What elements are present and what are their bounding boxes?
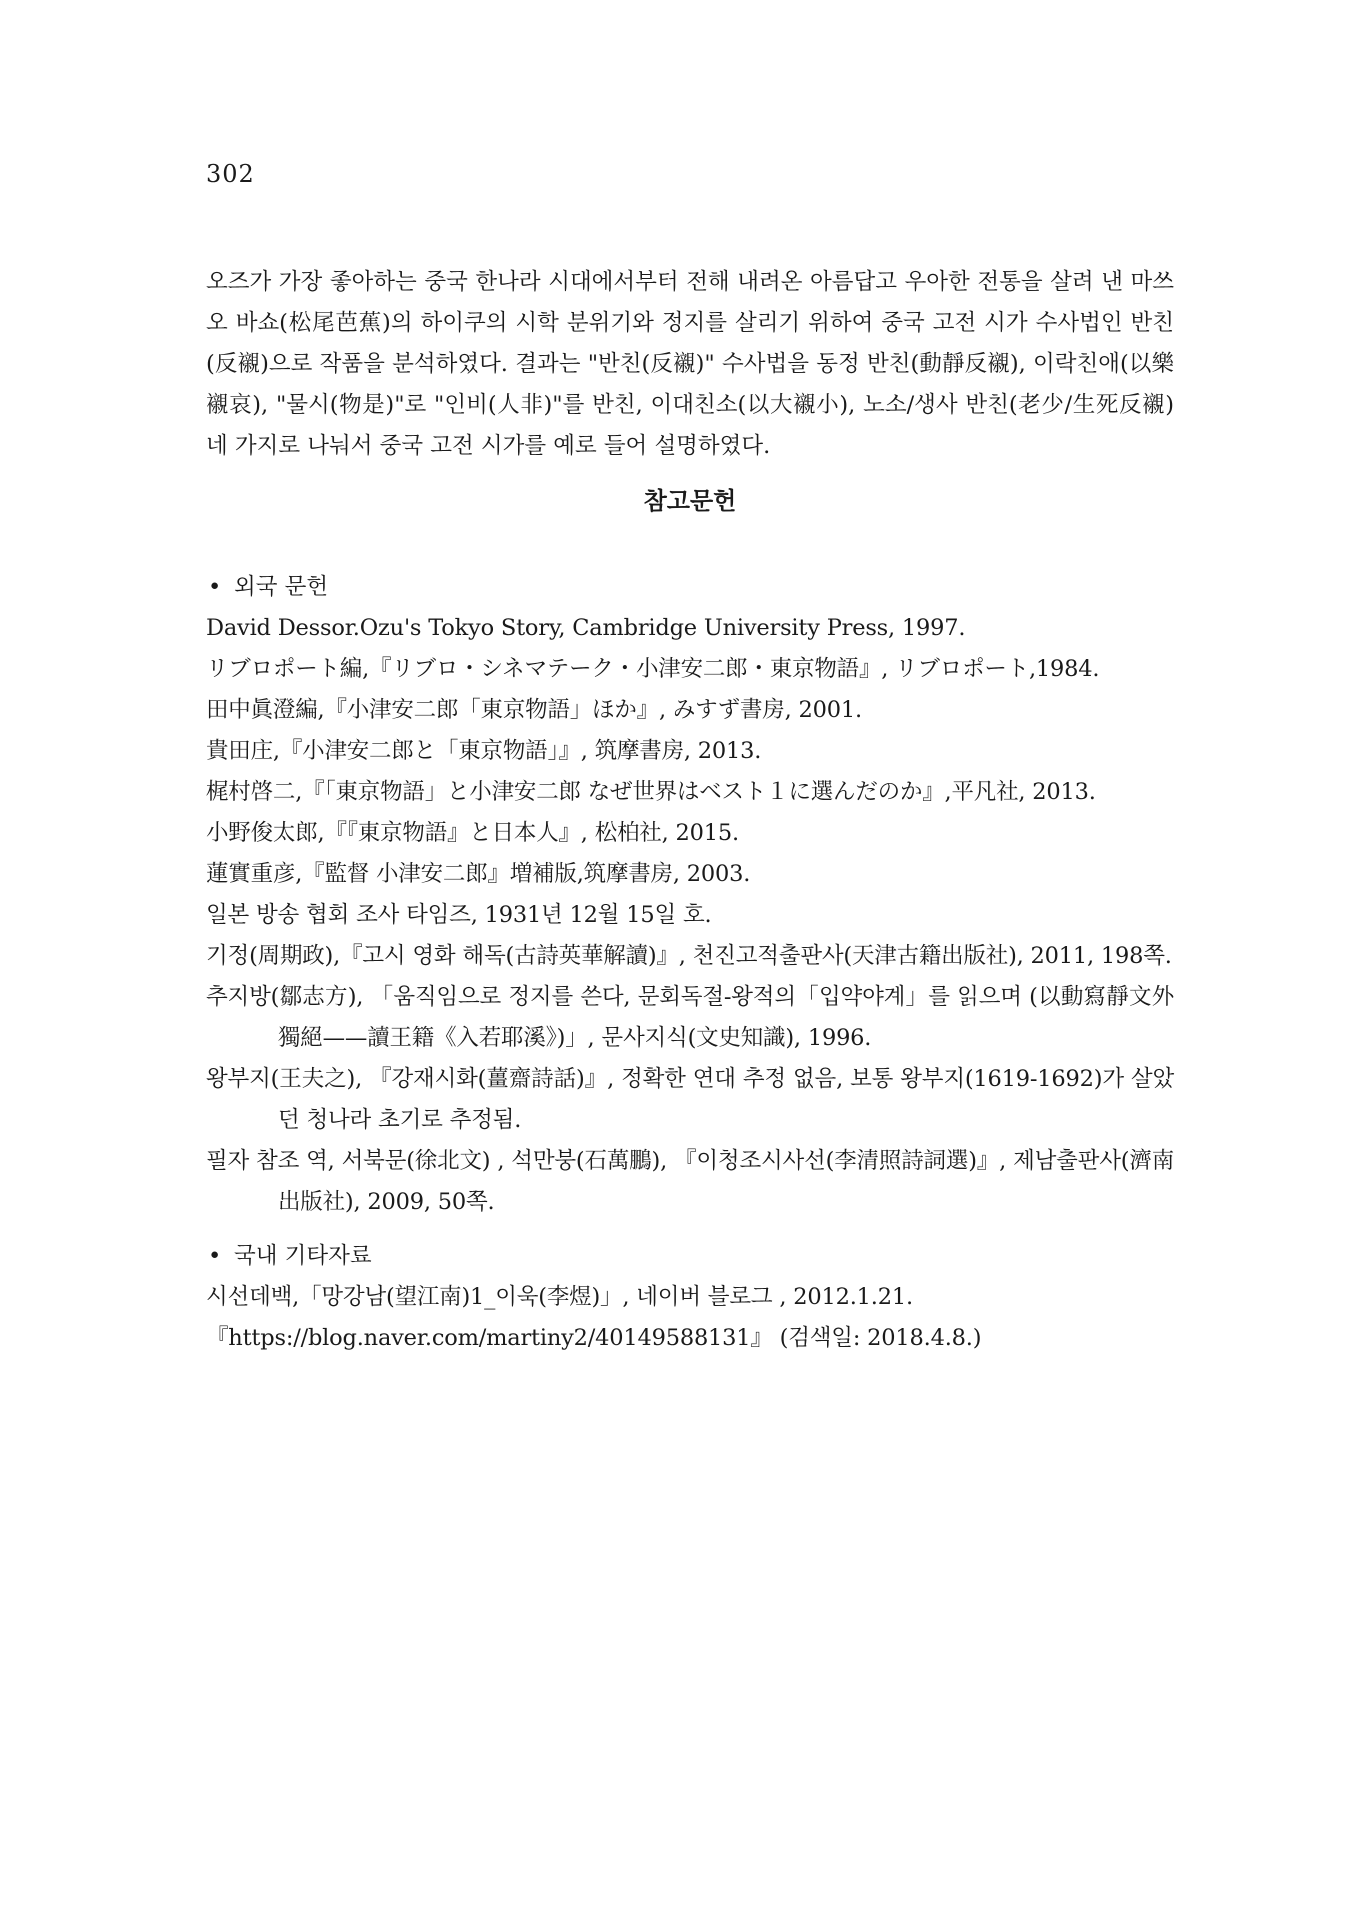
foreign-references-title-text: 외국 문헌 [234, 574, 329, 600]
reference-entry: 梶村啓二,『「東京物語」と小津安二郎 なぜ世界はベスト１に選んだのか』,平凡社, 2013. [206, 779, 1096, 805]
reference-entry: 필자 참조 역, 서북문(徐北文) , 석만붕(石萬鵬), 『이청조시사선(李清照詩詞選)』, 제남출판사(濟南出版社), 2009, 50쪽. [206, 1148, 1174, 1215]
page-number: 302 [206, 160, 255, 188]
domestic-references-title-text: 국내 기타자료 [234, 1243, 372, 1269]
bullet-icon: • [208, 1243, 222, 1269]
reference-entry: 貴田庄,『小津安二郎と「東京物語」』, 筑摩書房, 2013. [206, 738, 762, 764]
reference-entry: 일본 방송 협회 조사 타임즈, 1931년 12월 15일 호. [206, 902, 712, 928]
domestic-references-section [206, 1236, 1174, 1359]
reference-entry: 추지방(鄒志方), 「움직임으로 정지를 쓴다, 문회독절-왕적의「입약야계」를 읽으며 (以動寫靜文外獨絕——讀王籍《入若耶溪》)」, 문사지식(文史知識), 1996. [206, 984, 1174, 1051]
reference-entry: 『https://blog.naver.com/martiny2/40149588131』 (검색일: 2018.4.8.) [206, 1325, 982, 1351]
reference-entry: David Dessor.Ozu's Tokyo Story, Cambridge University Press, 1997. [206, 615, 966, 641]
reference-entry: 기정(周期政),『고시 영화 해독(古詩英華解讀)』, 천진고적출판사(天津古籍出版社), 2011, 198쪽. [206, 943, 1172, 969]
reference-entry: 田中眞澄編,『小津安二郎「東京物語」ほか』, みすず書房, 2001. [206, 697, 862, 723]
references-heading: 참고문헌 [643, 486, 737, 515]
reference-entry: 시선데백,「망강남(望江南)1_이욱(李煜)」, 네이버 블로그 , 2012.1.21. [206, 1284, 913, 1310]
reference-entry: 蓮實重彦,『監督 小津安二郎』増補版,筑摩書房, 2003. [206, 861, 751, 887]
foreign-references-section [206, 567, 1174, 1223]
foreign-references-title [206, 567, 1174, 608]
domestic-references-title [206, 1236, 1174, 1277]
foreign-reference-list [206, 608, 1174, 1223]
reference-entry: 왕부지(王夫之), 『강재시화(薑齋詩話)』, 정확한 연대 추정 없음, 보통 왕부지(1619-1692)가 살았던 청나라 초기로 추정됨. [206, 1066, 1174, 1133]
reference-entry: リブロポート編,『リブロ・シネマテーク・小津安二郎・東京物語』, リブロポート,1984. [206, 656, 1100, 682]
abstract-paragraph: 오즈가 가장 좋아하는 중국 한나라 시대에서부터 전해 내려온 아름답고 우아한 전통을 살려 낸 마쓰오 바쇼(松尾芭蕉)의 하이쿠의 시학 분위기와 정지를 살리기 위하여 중국 고전 시가 수사법인 반친(反襯)으로 작품을 분석하였다. 결과는 "반친(反襯)" 수사법을 동정 반친(動靜反襯), 이락친애(以樂襯哀), "물시(物是)"로 "인비(人非)"를 반친, 이대친소(以大襯小), 노소/생사 반친(老少/生死反襯) 네 가지로 나눠서 중국 고전 시가를 예로 들어 설명하였다. [206, 269, 1174, 459]
domestic-reference-list [206, 1277, 1174, 1359]
reference-entry: 小野俊太郎,『『東京物語』と日本人』, 松柏社, 2015. [206, 820, 739, 846]
bullet-icon: • [208, 574, 222, 600]
